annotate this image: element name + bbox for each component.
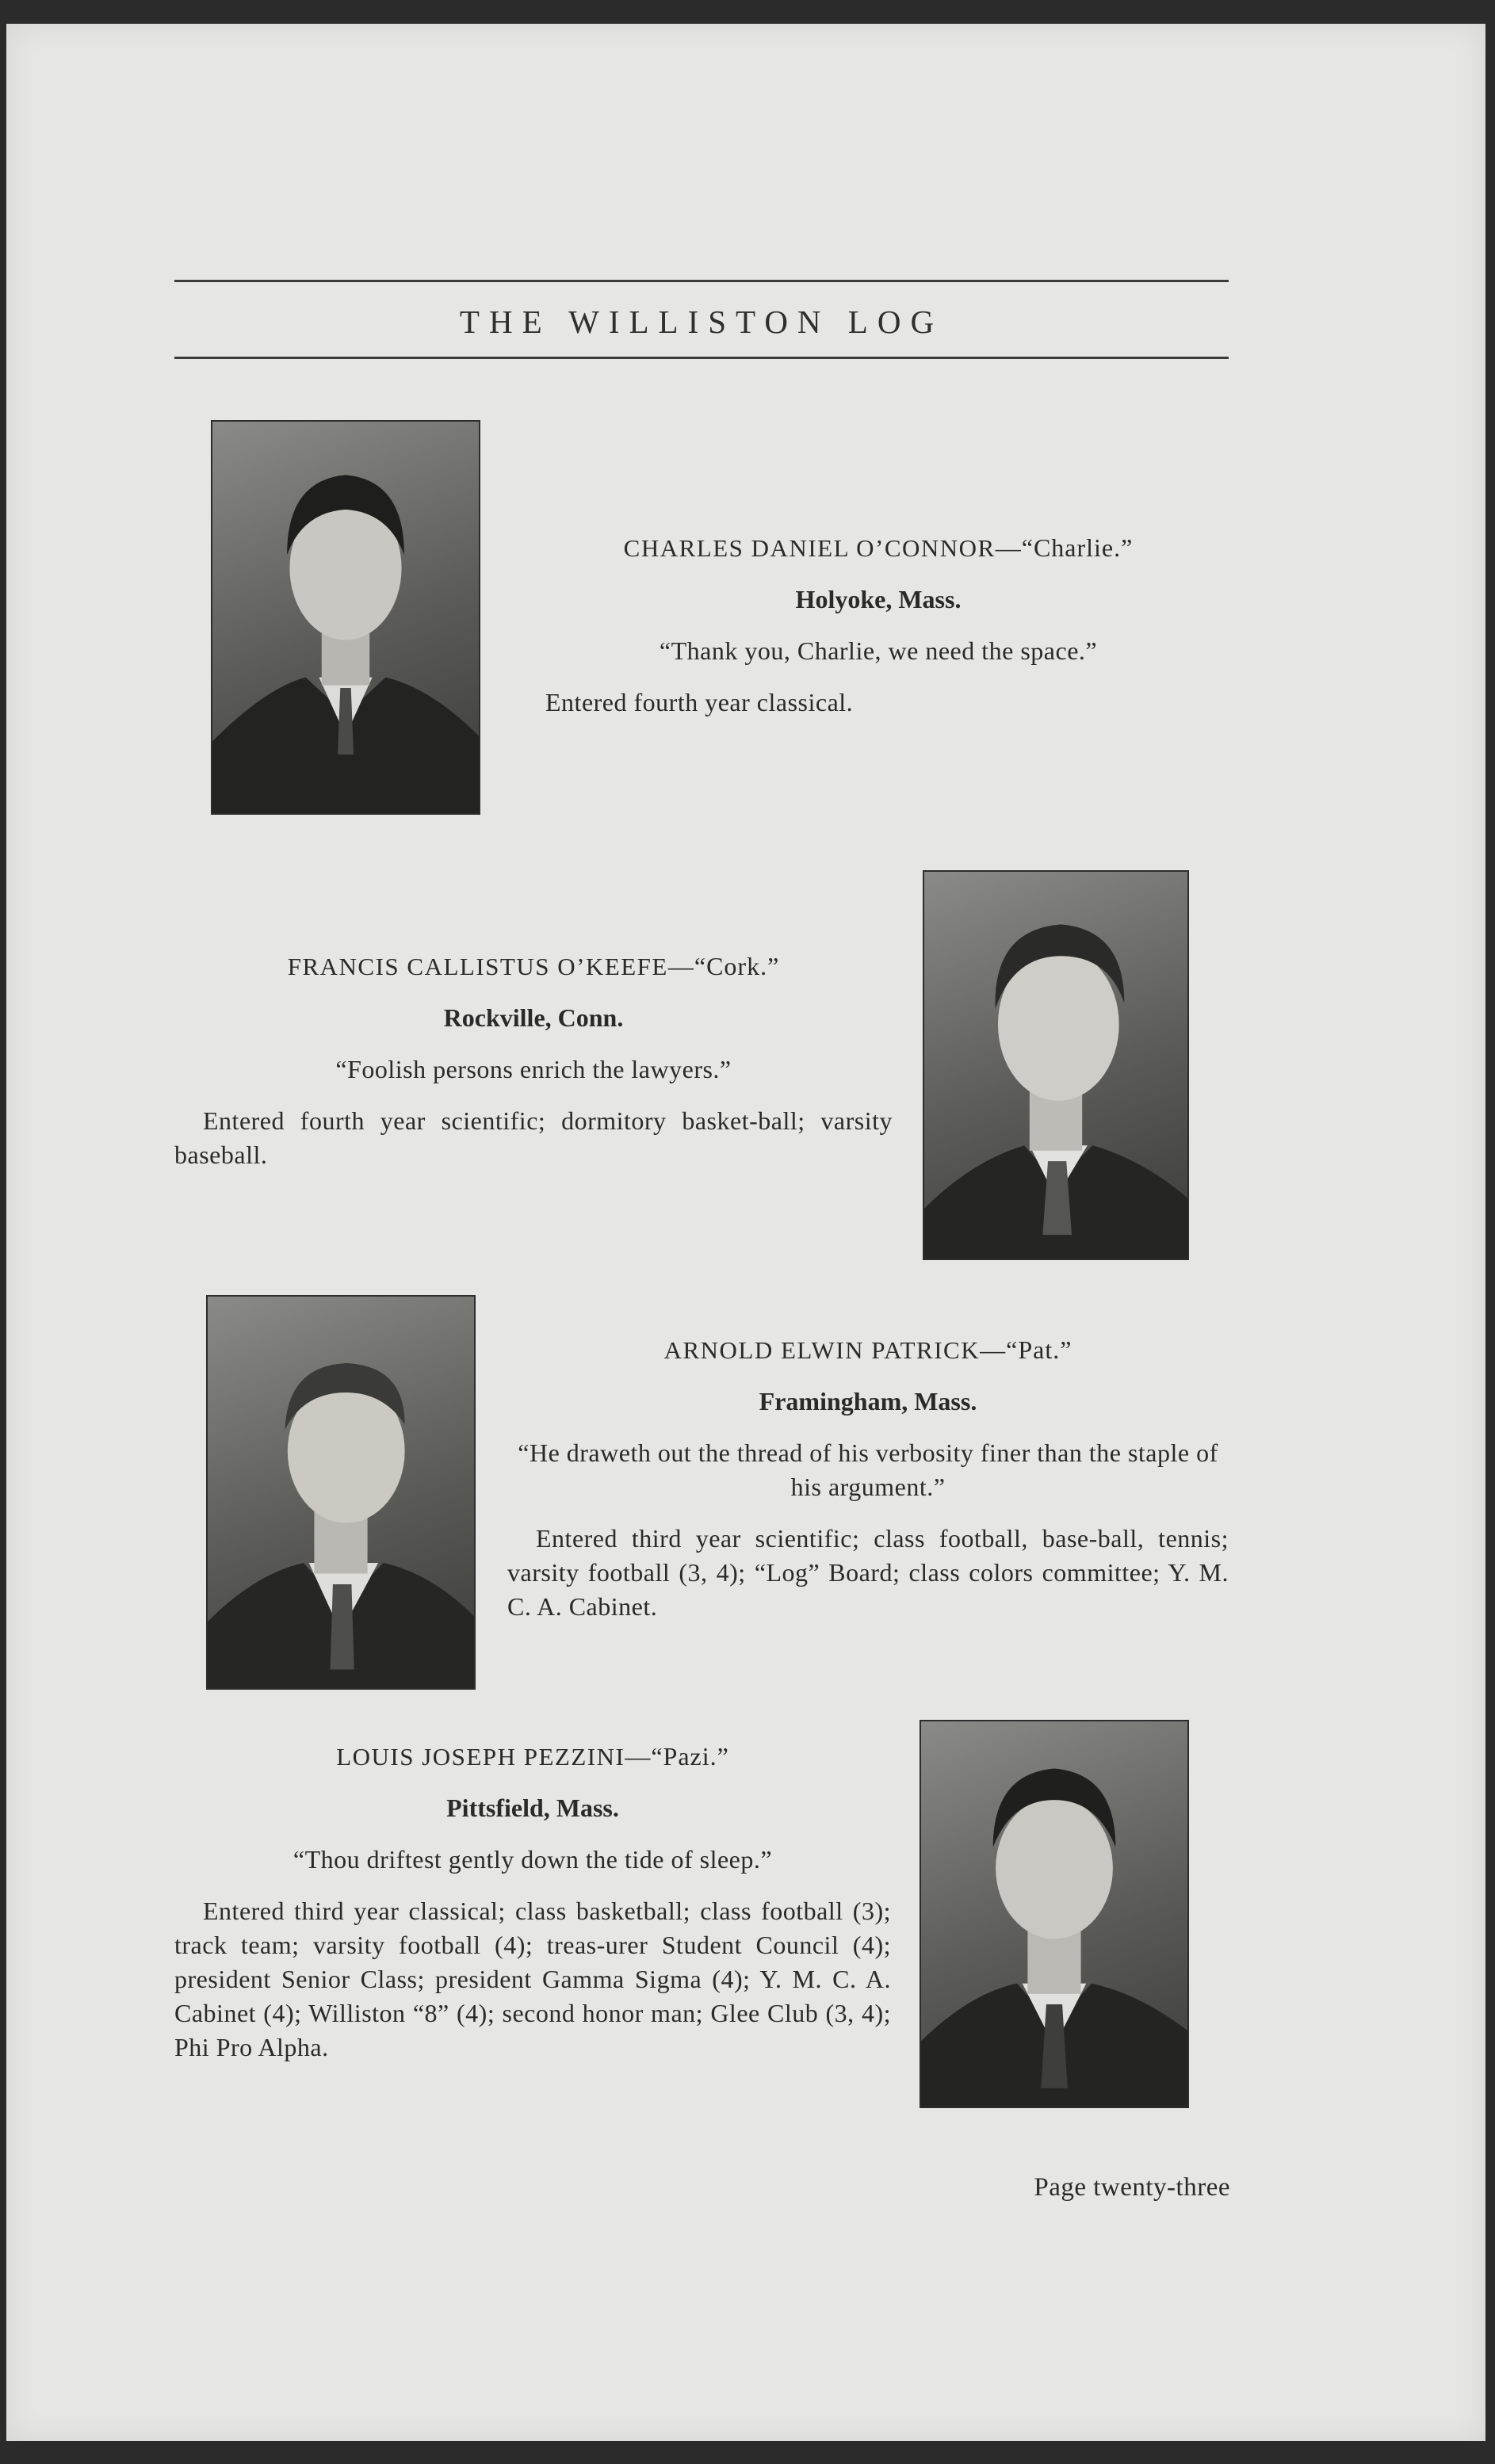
student-name: FRANCIS CALLISTUS O’KEEFE (287, 953, 668, 980)
header-rule-top (174, 280, 1229, 282)
portrait-photo-patrick (206, 1295, 476, 1690)
student-name-line (174, 949, 893, 984)
entry-okeefe (174, 949, 893, 1172)
student-nickname: —“Cork.” (667, 952, 780, 980)
student-nickname: —“Pazi.” (625, 1742, 729, 1771)
student-nickname: —“Charlie.” (995, 533, 1134, 562)
student-nickname: —“Pat.” (980, 1335, 1072, 1364)
yearbook-page (6, 24, 1485, 2441)
portrait-figure (208, 1297, 474, 1688)
running-head: THE WILLISTON LOG (459, 304, 944, 340)
quotation: “Thou driftest gently down the tide of sleep.” (292, 1845, 773, 1874)
page-number: Page twenty-three (1034, 2173, 1230, 2202)
entry-pezzini (174, 1740, 891, 2065)
student-name: CHARLES DANIEL O’CONNOR (623, 534, 996, 562)
header-rule-bottom (174, 357, 1229, 359)
hometown: Pittsfield, Mass. (446, 1794, 619, 1822)
quotation: “He draweth out the thread of his verbosity finer than the staple of his argument.” (518, 1438, 1218, 1501)
hometown: Framingham, Mass. (759, 1387, 977, 1415)
hometown: Holyoke, Mass. (795, 585, 962, 613)
quotation: “Thank you, Charlie, we need the space.” (659, 636, 1098, 665)
student-name-line (530, 531, 1227, 565)
portrait-photo-pezzini (920, 1720, 1189, 2108)
entry-patrick (507, 1333, 1229, 1624)
student-name: LOUIS JOSEPH PEZZINI (336, 1743, 625, 1771)
portrait-photo-okeefe (923, 870, 1189, 1260)
portrait-figure (212, 422, 479, 813)
activity-record: Entered third year scientific; class football, base-ball, tennis; varsity football (3, 4); “Log” Board; class colors committee; Y. M. C. A. Cabinet. (507, 1524, 1229, 1621)
student-name: ARNOLD ELWIN PATRICK (663, 1336, 981, 1364)
portrait-figure (924, 872, 1187, 1259)
portrait-photo-oconnor (211, 420, 480, 815)
quotation: “Foolish persons enrich the lawyers.” (335, 1055, 732, 1083)
activity-record: Entered fourth year classical. (545, 688, 854, 716)
portrait-figure (921, 1721, 1187, 2107)
activity-record: Entered fourth year scientific; dormitory basket-ball; varsity baseball. (174, 1106, 893, 1169)
student-name-line (174, 1740, 891, 1774)
student-name-line (507, 1333, 1229, 1367)
entry-oconnor (530, 531, 1227, 720)
hometown: Rockville, Conn. (443, 1003, 624, 1032)
activity-record: Entered third year classical; class basketball; class football (3); track team; varsity football (4); treas-urer Student Council (4); president Senior Class; president Gamma Sigma (4); Y. M. C. A. Cabinet (4); Williston “8” (4); second honor man; Glee Club (3, 4); Phi Pro Alpha. (174, 1897, 891, 2061)
